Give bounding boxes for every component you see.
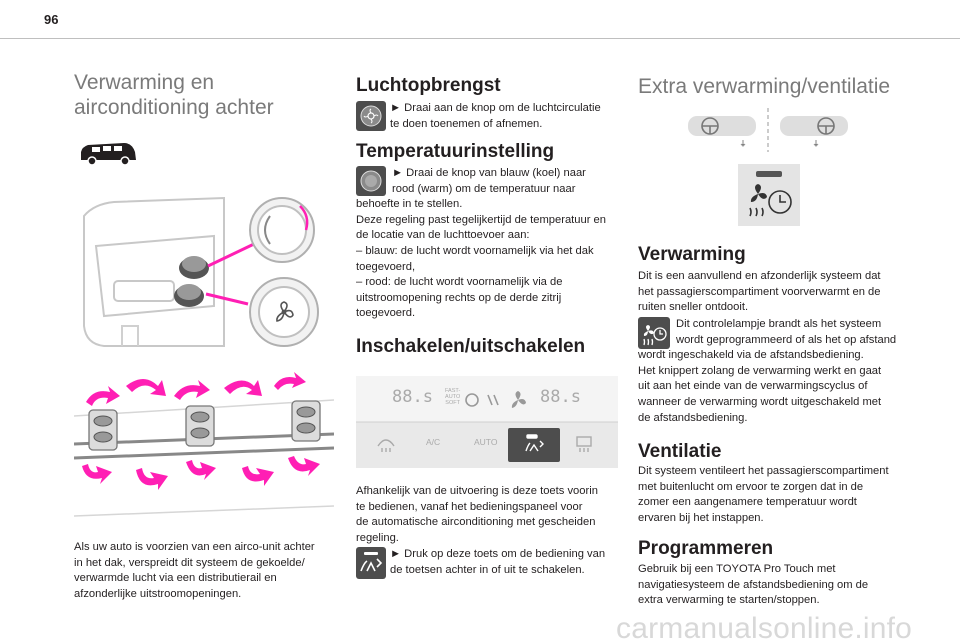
body-line: – blauw: de lucht wordt voornamelijk via het dak [356, 244, 594, 257]
heading-verwarming: Verwarming [638, 244, 746, 265]
fan-knob-icon [356, 101, 386, 131]
body-line: uit aan het einde van de verwarmingscyclus of [638, 380, 868, 393]
body-line: te doen toenemen of afnemen. [390, 117, 543, 130]
right-temperature-display: 88.s [540, 387, 581, 407]
body-line: toegevoerd, [356, 260, 416, 273]
programmeren-description [638, 562, 902, 609]
rear-climate-description [74, 540, 336, 602]
body-line: ► Druk op deze toets om de bediening van [390, 548, 606, 560]
body-line: Als uw auto is voorzien van een airco-unit achter [74, 541, 315, 553]
body-line: de toetsen achter in of uit te schakelen. [390, 563, 585, 576]
heading-extra-verwarming: Extra verwarming/ventilatie [638, 75, 891, 98]
page-title [74, 70, 334, 120]
body-line: de locatie van de luchttoevoer aan: [356, 229, 530, 242]
inschakelen-description [356, 484, 620, 546]
body-line: zomer een aangenamere temperatuur wordt [638, 496, 857, 509]
temperature-knob-icon [356, 166, 386, 196]
body-line: – rood: de lucht wordt voornamelijk via de [356, 276, 563, 289]
body-line: ervaren bij het instappen. [638, 511, 764, 524]
body-line: Afhankelijk van de uitvoering is deze toets voorin [356, 485, 598, 497]
title-line-2: airconditioning achter [74, 96, 274, 119]
header-rule [0, 38, 960, 39]
fast-label: FAST- [445, 388, 461, 394]
body-line: Dit systeem ventileert het passagierscompartiment [638, 465, 889, 477]
steering-wheel-positions-icon [688, 104, 848, 156]
heading-programmeren: Programmeren [638, 538, 774, 559]
body-line: wordt geprogrammeerd of als het op afstand [676, 333, 897, 346]
body-line: ► Draai aan de knop om de luchtcirculatie [390, 102, 601, 114]
temperatuur-block [356, 166, 620, 322]
rear-control-toggle-button[interactable] [508, 428, 560, 462]
body-line: Gebruik bij een TOYOTA Pro Touch met [638, 563, 836, 575]
body-line: uitstroomopening rechts op de derde zitrij [356, 291, 562, 304]
ac-button[interactable]: A/C [426, 437, 441, 447]
body-line: rood (warm) om de temperatuur naar [392, 182, 576, 195]
body-line: wanneer de verwarming wordt uitgeschakeld met [638, 395, 882, 408]
body-line: ruiten sneller ontdooit. [638, 301, 749, 314]
body-line: de automatische airconditioning met gescheiden [356, 516, 596, 529]
body-line: in het dak, verspreidt dit systeem de gekoelde/ [74, 556, 305, 569]
air-distribution-rail-illustration [74, 366, 334, 526]
rear-control-button-icon [356, 547, 386, 579]
body-line: ► Draai de knop van blauw (koel) naar [392, 167, 586, 179]
heading-temperatuurinstelling: Temperatuurinstelling [356, 141, 555, 162]
front-climate-panel-illustration [356, 376, 618, 468]
body-line: te bedienen, vanaf het bedieningspaneel voor [356, 500, 583, 513]
heading-ventilatie: Ventilatie [638, 441, 722, 462]
body-line: Dit is een aanvullend en afzonderlijk systeem dat [638, 270, 881, 282]
title-line-1: Verwarming en [74, 71, 215, 94]
fast-auto-soft-label [445, 388, 460, 406]
rear-control-knobs-illustration [74, 186, 334, 358]
body-line: behoefte in te stellen. [356, 198, 463, 211]
inschakelen-instruction [356, 547, 620, 579]
body-line: verwarmde lucht via een distributierail en [74, 572, 277, 585]
body-line: regeling. [356, 531, 399, 544]
auto-button[interactable]: AUTO [474, 437, 498, 447]
body-line: Dit controlelampje brandt als het systeem [676, 318, 882, 330]
heater-warning-lamp-icon [638, 317, 670, 349]
body-line: navigatiesysteem de afstandsbediening om de [638, 578, 869, 591]
body-line: toegevoerd. [356, 307, 416, 320]
soft-label: SOFT [445, 400, 460, 406]
heading-inschakelen: Inschakelen/uitschakelen [356, 336, 586, 357]
body-line: Het knippert zolang de verwarming werkt en gaat [638, 364, 882, 377]
page-number: 96 [44, 12, 59, 27]
body-line: extra verwarming te starten/stoppen. [638, 594, 820, 607]
controlelampje-block [638, 317, 902, 426]
van-icon [78, 140, 138, 168]
ventilatie-description [638, 464, 902, 526]
luchtopbrengst-instruction [356, 101, 620, 132]
body-line: de afstandsbediening. [638, 411, 748, 424]
auto-mode-label: AUTO [445, 394, 461, 400]
verwarming-description [638, 269, 902, 316]
body-line: afzonderlijke uitstroomopeningen. [74, 587, 242, 600]
body-line: wordt ingeschakeld via de afstandsbediening. [638, 349, 864, 362]
column-rear-climate [74, 70, 334, 120]
heading-luchtopbrengst: Luchtopbrengst [356, 75, 501, 96]
body-line: het passagierscompartiment voorverwarmt en de [638, 285, 881, 298]
auxiliary-heater-indicator-icon [738, 164, 800, 226]
body-line: Deze regeling past tegelijkertijd de temperatuur en [356, 213, 606, 226]
watermark: carmanualsonline.info [616, 612, 913, 640]
left-temperature-display: 88.s [392, 387, 433, 407]
body-line: met buitenlucht om ervoor te zorgen dat in de [638, 480, 864, 493]
